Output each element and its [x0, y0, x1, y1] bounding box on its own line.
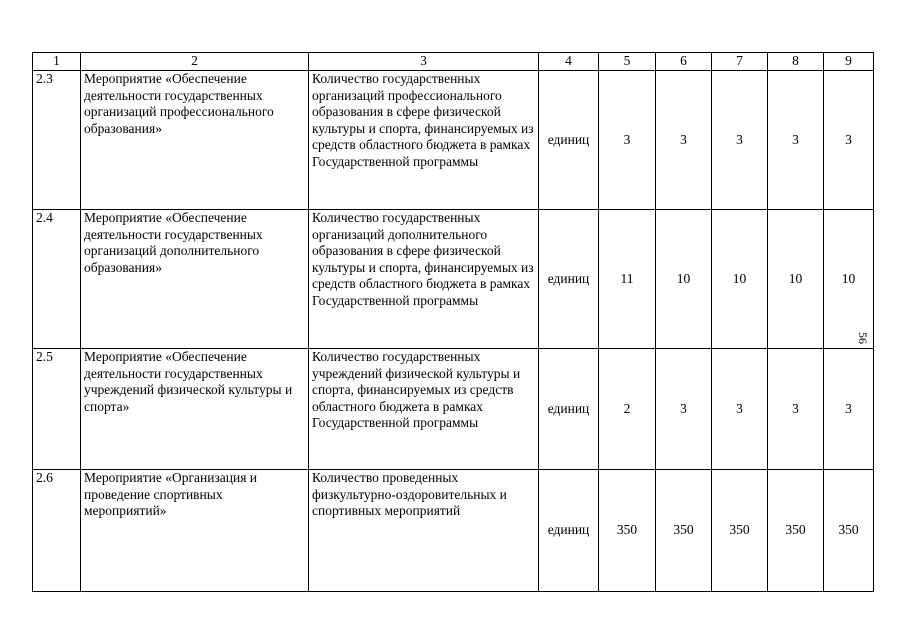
indicator-cell: Количество государственных учреждений физической культуры и спорта, финансируемых из средств областного бюджета в рамках Государственной программы: [309, 349, 539, 470]
table-row: [33, 71, 874, 210]
column-number-header: 2: [81, 53, 309, 71]
value-cell: 350: [768, 470, 824, 592]
value-cell: 2: [599, 349, 656, 470]
value-cell: 10: [768, 210, 824, 349]
row-code: 2.5: [33, 349, 81, 470]
page-number: 56: [856, 332, 870, 344]
value-cell: 3: [712, 349, 768, 470]
column-number-header: 4: [539, 53, 599, 71]
value-cell: 350: [599, 470, 656, 592]
value-cell: 3: [656, 349, 712, 470]
indicator-cell: Количество государственных организаций профессионального образования в сфере физической культуры и спорта, финансируемых из средств областного бюджета в рамках Государственной программы: [309, 71, 539, 210]
indicator-cell: Количество проведенных физкультурно-оздоровительных и спортивных мероприятий: [309, 470, 539, 592]
column-number-header: 5: [599, 53, 656, 71]
row-code: 2.4: [33, 210, 81, 349]
unit-cell: единиц: [539, 349, 599, 470]
unit-cell: единиц: [539, 71, 599, 210]
table-row: [33, 210, 874, 349]
column-number-header: 7: [712, 53, 768, 71]
value-cell: 10: [656, 210, 712, 349]
value-cell: 3: [824, 71, 874, 210]
measure-cell: Мероприятие «Обеспечение деятельности государственных организаций дополнительного образования»: [81, 210, 309, 349]
value-cell: 3: [824, 349, 874, 470]
value-cell: 350: [824, 470, 874, 592]
column-number-header-row: [33, 53, 874, 71]
value-cell: 350: [656, 470, 712, 592]
measure-cell: Мероприятие «Обеспечение деятельности государственных учреждений физической культуры и спорта»: [81, 349, 309, 470]
column-number-header: 9: [824, 53, 874, 71]
row-code: 2.6: [33, 470, 81, 592]
value-cell: 3: [712, 71, 768, 210]
value-cell: 350: [712, 470, 768, 592]
column-number-header: 6: [656, 53, 712, 71]
indicators-table: [32, 52, 874, 592]
indicator-cell: Количество государственных организаций дополнительного образования в сфере физической культуры и спорта, финансируемых из средств областного бюджета в рамках Государственной программы: [309, 210, 539, 349]
value-cell: 3: [768, 349, 824, 470]
value-cell: 3: [656, 71, 712, 210]
table-row: [33, 349, 874, 470]
unit-cell: единиц: [539, 210, 599, 349]
unit-cell: единиц: [539, 470, 599, 592]
value-cell: 10: [824, 210, 874, 349]
value-cell: 3: [599, 71, 656, 210]
measure-cell: Мероприятие «Обеспечение деятельности государственных организаций профессионального образования»: [81, 71, 309, 210]
table-row: [33, 470, 874, 592]
value-cell: 11: [599, 210, 656, 349]
value-cell: 3: [768, 71, 824, 210]
measure-cell: Мероприятие «Организация и проведение спортивных мероприятий»: [81, 470, 309, 592]
column-number-header: 8: [768, 53, 824, 71]
row-code: 2.3: [33, 71, 81, 210]
column-number-header: 3: [309, 53, 539, 71]
value-cell: 10: [712, 210, 768, 349]
column-number-header: 1: [33, 53, 81, 71]
